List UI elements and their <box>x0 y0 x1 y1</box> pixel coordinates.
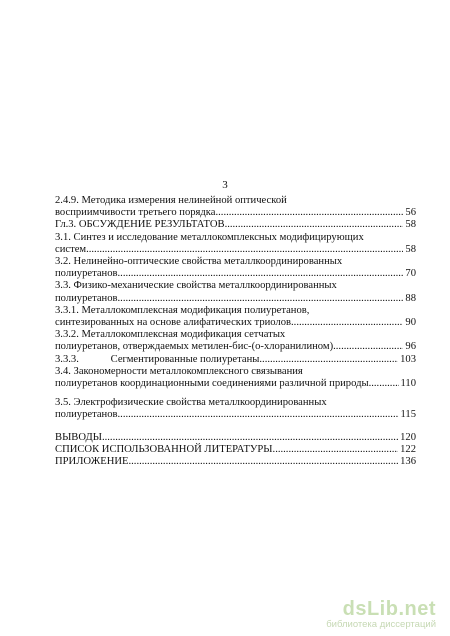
dot-leader <box>118 409 399 421</box>
toc-line: 3.5. Электрофизические свойства металлкоординированных <box>55 397 327 409</box>
toc-line: полиуретанов ..... 70 <box>55 268 416 280</box>
toc-entry-3-5 <box>55 397 416 421</box>
dot-leader <box>369 378 399 390</box>
dot-leader <box>102 432 398 444</box>
toc-line: Гл.3. ОБСУЖДЕНИЕ РЕЗУЛЬТАТОВ ..... 58 <box>55 219 416 231</box>
toc-entry-references <box>55 444 416 456</box>
toc-line: полиуретанов ..... 88 <box>55 293 416 305</box>
toc-page-number: 122 <box>400 443 416 455</box>
dot-leader <box>86 244 403 256</box>
dot-leader <box>118 268 404 280</box>
toc-page-number: 103 <box>400 353 416 365</box>
toc-line: 3.3.2. Металлокомплексная модификация сетчатых <box>55 329 286 341</box>
toc-line: полиуретанов, отверждаемых метилен-бис-(о-хлоранилином) ..... 96 <box>55 341 416 353</box>
toc-line: ВЫВОДЫ ..... 120 <box>55 432 416 444</box>
toc-page-number: 90 <box>405 317 416 329</box>
toc-page-number: 120 <box>400 431 416 443</box>
toc-line: 3.1. Синтез и исследование металлокомплексных модифицирующих <box>55 231 364 243</box>
dot-leader <box>118 293 404 305</box>
table-of-contents <box>55 195 416 468</box>
watermark <box>306 598 436 630</box>
toc-page-number: 58 <box>405 243 416 255</box>
toc-entry-3-3-2 <box>55 329 416 353</box>
dot-leader <box>216 207 404 219</box>
toc-page-number: 115 <box>400 409 416 421</box>
toc-entry-3-3-3 <box>55 354 416 366</box>
dot-leader <box>333 341 403 353</box>
toc-page-number: 56 <box>405 207 416 219</box>
toc-line: систем ..... 58 <box>55 244 416 256</box>
toc-line: восприимчивости третьего порядка ..... 56 <box>55 207 416 219</box>
toc-page-number: 88 <box>405 292 416 304</box>
toc-page-number: 136 <box>400 456 416 468</box>
toc-line: СПИСОК ИСПОЛЬЗОВАННОЙ ЛИТЕРАТУРЫ ..... 122 <box>55 444 416 456</box>
toc-line: 3.3.3. Сегментированные полиуретаны ..... 103 <box>55 354 416 366</box>
toc-page-number: 58 <box>405 219 416 231</box>
dot-leader <box>259 354 398 366</box>
toc-page-number: 96 <box>405 341 416 353</box>
toc-line: 2.4.9. Методика измерения нелинейной оптической <box>55 195 287 206</box>
toc-line: 3.3.1. Металлокомплексная модификация полиуретанов, <box>55 304 310 316</box>
toc-line: полиуретанов координационными соединениями различной природы ..... 110 <box>55 378 416 390</box>
toc-line: 3.2. Нелинейно-оптические свойства металлкоординированных <box>55 256 343 268</box>
dot-leader <box>291 317 403 329</box>
toc-line: синтезированных на основе алифатических триолов ..... 90 <box>55 317 416 329</box>
toc-line: ПРИЛОЖЕНИЕ ..... 136 <box>55 456 416 468</box>
toc-entry-3-4 <box>55 366 416 390</box>
dot-leader <box>129 456 399 468</box>
toc-entry-3-2 <box>55 256 416 280</box>
toc-entry-conclusions <box>55 432 416 444</box>
dot-leader <box>225 219 404 231</box>
toc-line: 3.3. Физико-механические свойства металлкоординированных <box>55 280 337 292</box>
watermark-subtitle: библиотека диссертаций <box>326 619 436 630</box>
toc-entry-3-3 <box>55 280 416 304</box>
toc-line: 3.4. Закономерности металлокомплексного связывания <box>55 365 303 377</box>
toc-entry-3-3-1 <box>55 305 416 329</box>
toc-entry-appendix <box>55 456 416 468</box>
dot-leader <box>273 444 399 456</box>
toc-line: полиуретанов ..... 115 <box>55 409 416 421</box>
toc-entry-3-1 <box>55 232 416 256</box>
page-number: 3 <box>222 179 228 191</box>
watermark-logo: dsLib.net <box>342 598 436 620</box>
toc-page-number: 110 <box>400 378 416 390</box>
toc-page-number: 70 <box>405 268 416 280</box>
toc-entry-chapter-3 <box>55 219 416 231</box>
toc-entry-2-4-9 <box>55 195 416 219</box>
